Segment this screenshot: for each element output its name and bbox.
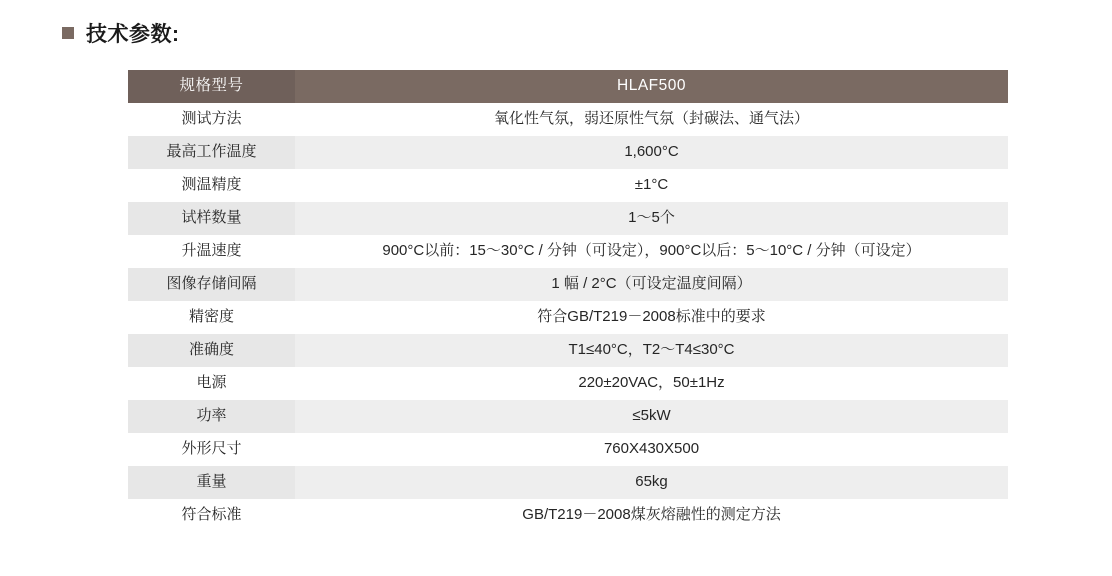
row-value: 900°C以前：15～30°C / 分钟（可设定），900°C以后：5～10°C / 分钟（可设定） <box>295 235 1008 268</box>
page-root <box>0 18 1112 576</box>
row-label: 最高工作温度 <box>128 136 295 169</box>
page-title: 技术参数: <box>86 23 180 46</box>
row-value: 65kg <box>295 466 1008 499</box>
row-value: GB/T219－2008煤灰熔融性的测定方法 <box>295 499 1008 532</box>
table-row <box>128 433 1008 466</box>
row-value: 1,600°C <box>295 136 1008 169</box>
row-label: 重量 <box>128 466 295 499</box>
table-row <box>128 169 1008 202</box>
table-row <box>128 466 1008 499</box>
row-value: T1≤40°C，T2～T4≤30°C <box>295 334 1008 367</box>
row-label: 符合标准 <box>128 499 295 532</box>
table-row <box>128 235 1008 268</box>
row-label: 功率 <box>128 400 295 433</box>
row-label: 图像存储间隔 <box>128 268 295 301</box>
row-label: 电源 <box>128 367 295 400</box>
table-row <box>128 301 1008 334</box>
table-row <box>128 367 1008 400</box>
table-header-label: 规格型号 <box>128 70 295 103</box>
row-value: 1 幅 / 2°C（可设定温度间隔） <box>295 268 1008 301</box>
row-label: 精密度 <box>128 301 295 334</box>
table-row <box>128 268 1008 301</box>
table-row <box>128 202 1008 235</box>
row-value: 氧化性气氛，弱还原性气氛（封碳法、通气法） <box>295 103 1008 136</box>
table-body <box>128 70 1008 532</box>
table-row <box>128 499 1008 532</box>
row-value: 符合GB/T219－2008标准中的要求 <box>295 301 1008 334</box>
table-row <box>128 136 1008 169</box>
row-value: ≤5kW <box>295 400 1008 433</box>
table-row <box>128 400 1008 433</box>
row-value: 760X430X500 <box>295 433 1008 466</box>
row-value: 220±20VAC，50±1Hz <box>295 367 1008 400</box>
row-label: 准确度 <box>128 334 295 367</box>
table-row <box>128 103 1008 136</box>
row-label: 试样数量 <box>128 202 295 235</box>
row-label: 测温精度 <box>128 169 295 202</box>
section-heading <box>62 18 1112 48</box>
table-row <box>128 334 1008 367</box>
row-label: 升温速度 <box>128 235 295 268</box>
row-label: 外形尺寸 <box>128 433 295 466</box>
table-header-row <box>128 70 1008 103</box>
row-label: 测试方法 <box>128 103 295 136</box>
row-value: ±1°C <box>295 169 1008 202</box>
row-value: 1～5个 <box>295 202 1008 235</box>
specifications-table <box>128 70 1008 532</box>
table-header-value: HLAF500 <box>295 70 1008 103</box>
square-bullet-icon <box>62 27 74 39</box>
